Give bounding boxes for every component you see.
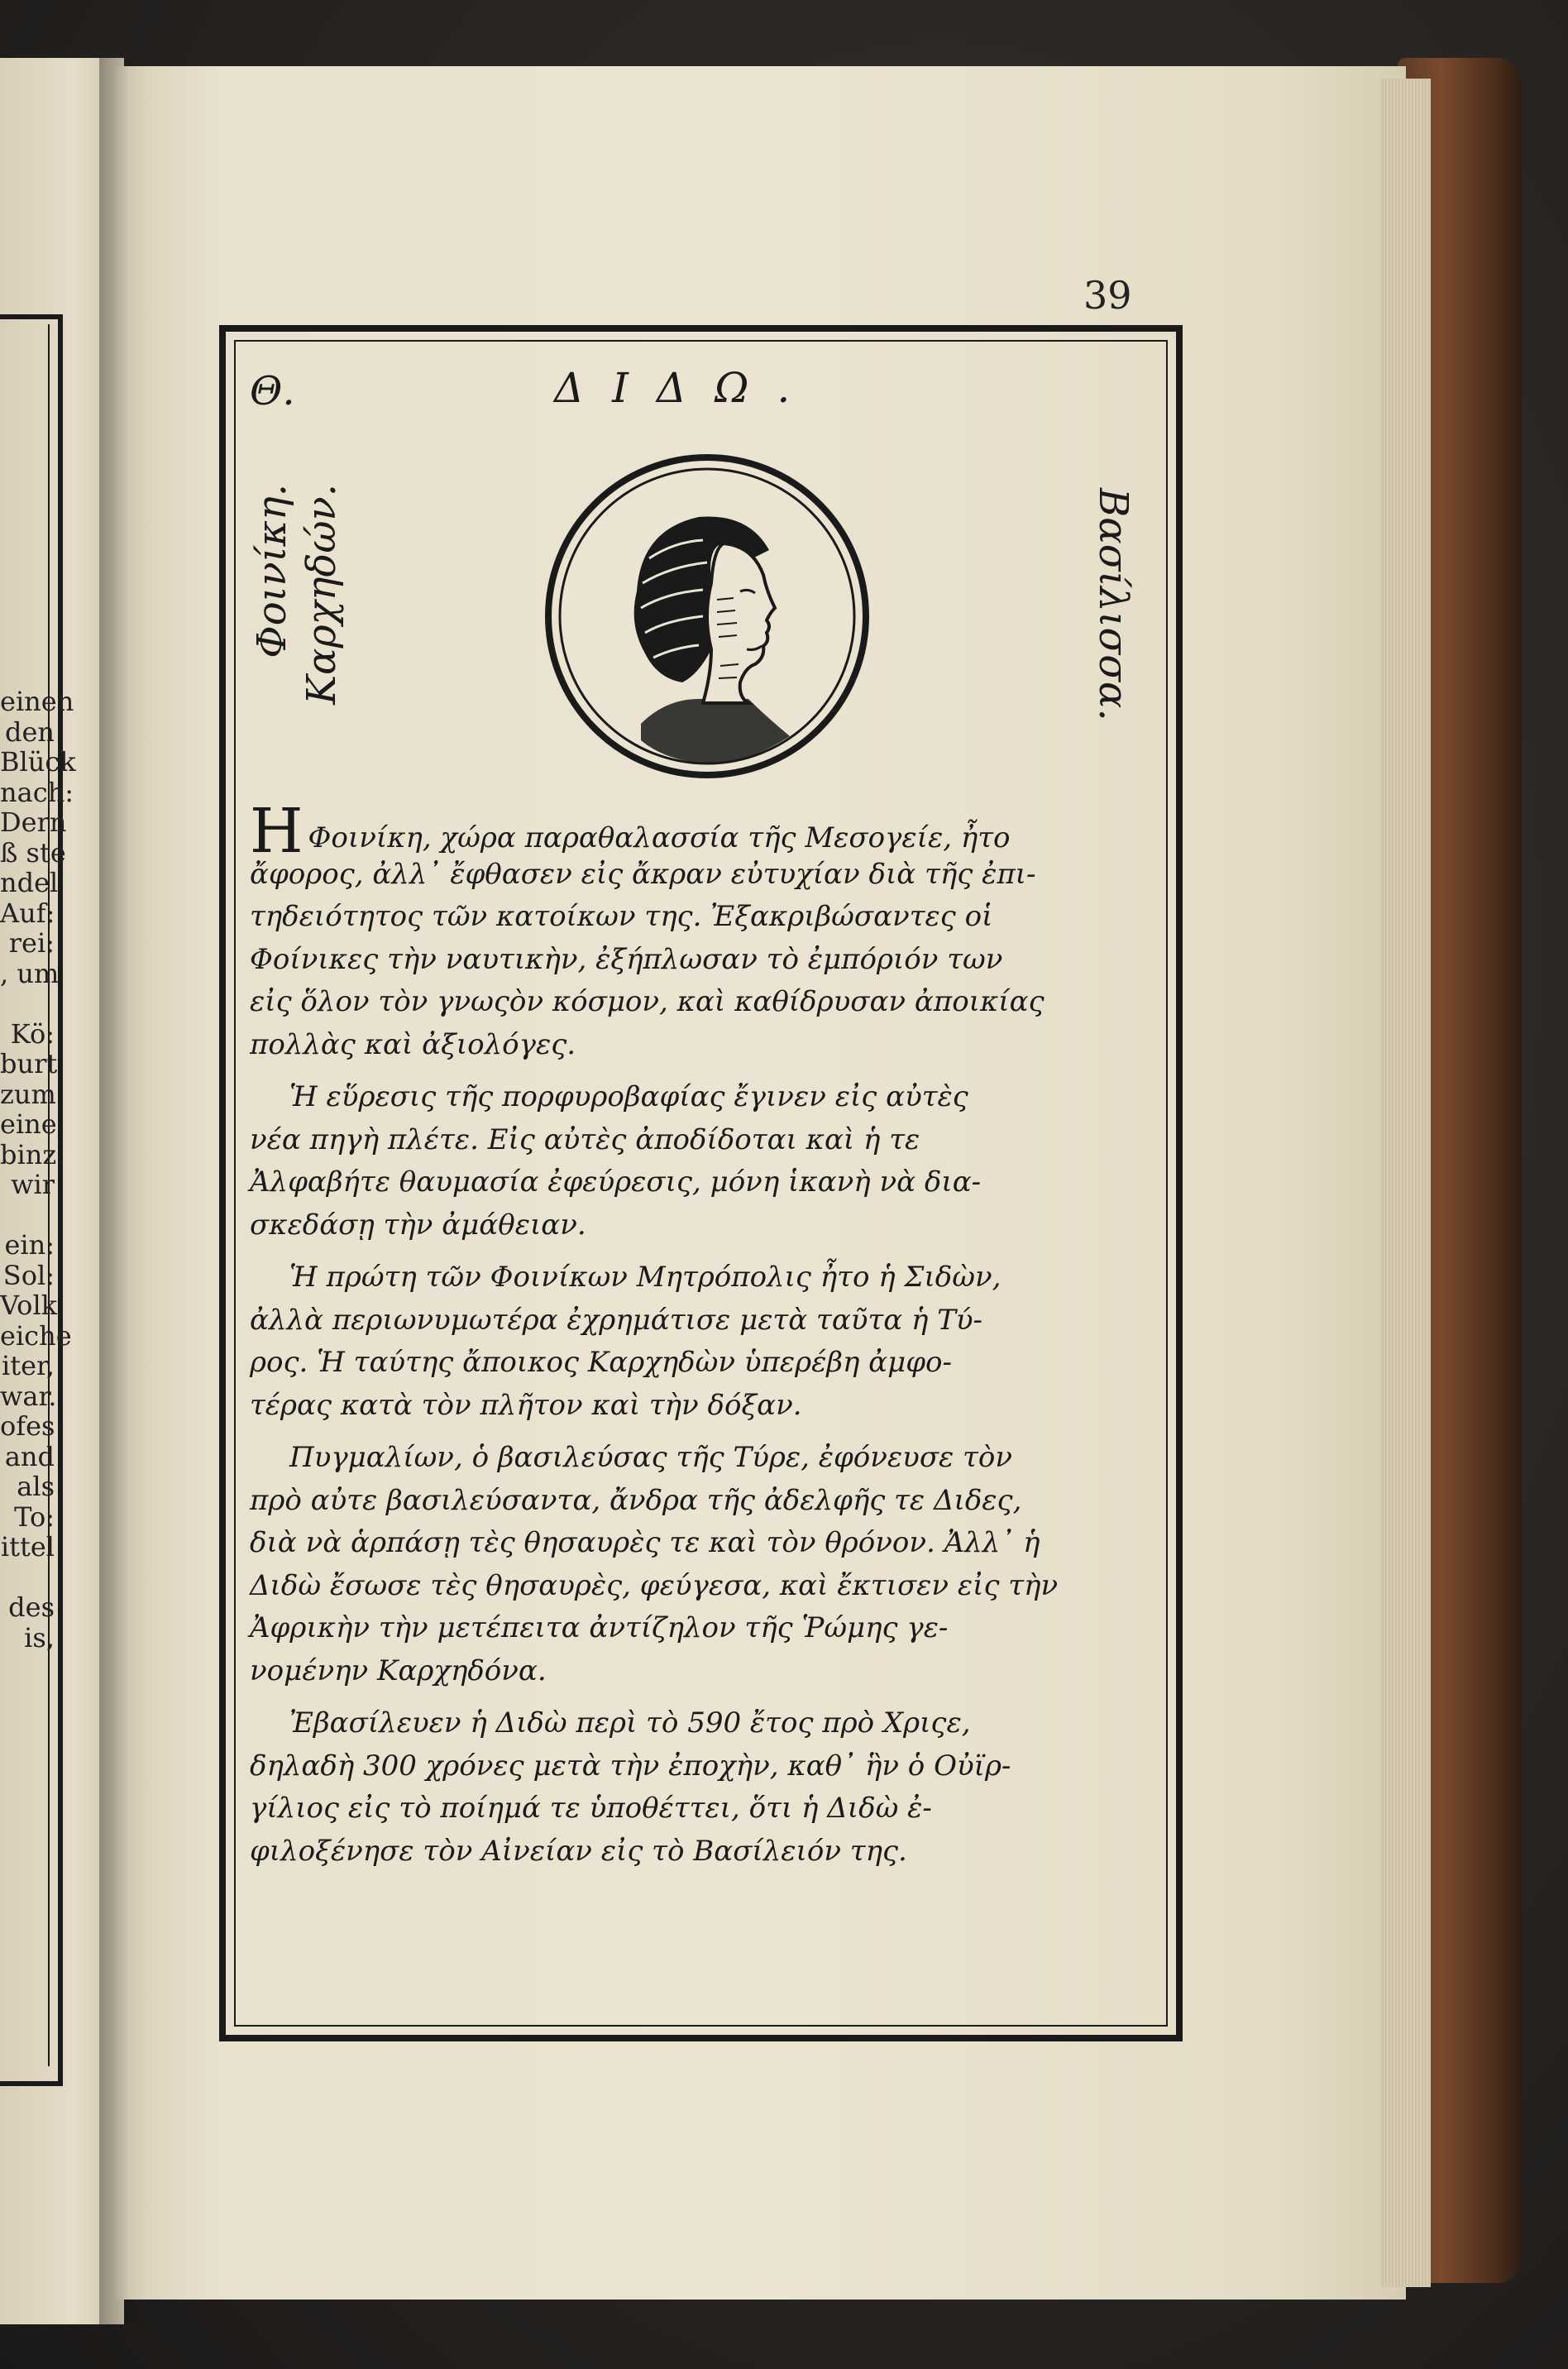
text-line [250,796,1159,867]
text-line: εἰς ὅλον τὸν γνωςὸν κόσμον, καὶ καθίδρυσαν ἀποικίας [250,985,1045,1018]
left-page-fragment: ndel [0,867,59,898]
left-page-fragment: als [17,1471,55,1502]
left-page-fragment: eine [0,1108,57,1140]
text-line: νέα πηγὴ πλέτε. Εἰς αὐτὲς ἀποδίδοται καὶ ἡ τε [250,1122,920,1156]
side-label-right: Βασίλισσα. [1090,488,1136,721]
text-line: φιλοξένησε τὸν Αἰνείαν εἰς τὸ Βασίλειόν της. [250,1834,907,1868]
left-page-fragment: binz. [0,1138,65,1170]
text-line: Ἐβασίλευεν ἡ Διδὼ περὶ τὸ 590 ἔτος πρὸ Χριςε, [289,1706,971,1740]
left-page-fragment: Auf: [0,897,55,929]
left-page-fragment: zum [0,1078,56,1110]
left-page-fragment: Blück [0,746,76,778]
left-page-fragment: ein: [4,1229,55,1261]
left-page-fragment: ittel [0,1531,55,1563]
gutter-shadow [99,58,149,2324]
paragraph [250,1437,1159,1692]
text-line: σκεδάσῃ τὴν ἀμάθειαν. [250,1208,586,1242]
left-page-fragment: nach: [0,776,74,808]
section-numeral: Θ. [250,368,295,414]
page-number: 39 [1083,273,1132,318]
body-text [250,796,1159,1883]
left-page-fragment: des [8,1591,55,1623]
text-line: ρος. Ἡ ταύτης ἄποικος Καρχηδὼν ὑπερέβη ἀμφο- [250,1346,952,1379]
left-page-fragment: ß ste [0,836,66,869]
text-line: πρὸ αὐτε βασιλεύσαντα, ἄνδρα τῆς ἀδελφῆς τε Διδες, [250,1483,1022,1517]
left-page-fragment: and [4,1440,55,1472]
text-line: πολλὰς καὶ ἀξιολόγες. [250,1027,576,1061]
left-page-fragment: iter, [2,1350,55,1381]
left-page-fragment: den [4,715,55,748]
text-line: Διδὼ ἔσωσε τὲς θησαυρὲς, φεύγεσα, καὶ ἔκτισεν εἰς τὴν [250,1568,1059,1602]
left-page-fragment [0,1563,55,1593]
text-line: Ἀφρικὴν τὴν μετέπειτα ἀντίζηλον τῆς Ῥώμης γε- [250,1611,949,1644]
left-page-fragment: rei: [8,927,55,959]
left-page-text [0,686,76,1654]
text-line: τηδειότητος τῶν κατοίκων της. Ἐξακριβώσαντες οἱ [250,900,993,933]
text-line: τέρας κατὰ τὸν πλῆτον καὶ τὴν δόξαν. [250,1388,802,1422]
left-page-fragment: To: [14,1500,55,1533]
left-page-fragment [0,988,55,1019]
left-page-fragment: Sol: [2,1259,55,1291]
left-page-fragment: wir [11,1169,55,1200]
text-line: νομένην Καρχηδόνα. [250,1654,547,1687]
text-line-content: Φοινίκη, χώρα παραθαλασσία τῆς Μεσογείε, ἦτο [308,821,1011,854]
text-line: Φοίνικες τὴν ναυτικὴν, ἐξήπλωσαν τὸ ἐμπόριόν των [250,942,1003,976]
left-page-fragment: Volk [0,1290,58,1321]
left-page-fragment: einen [0,686,74,717]
side-label-left-line-2: Καρχηδών. [299,484,345,705]
page-stack-edge [1381,79,1431,2287]
text-line: διὰ νὰ ἁρπάσῃ τὲς θησαυρὲς τε καὶ τὸν θρόνον. Ἀλλ᾽ ἡ [250,1526,1040,1559]
left-page-fragment: Dern [0,806,67,838]
left-page-fragment: eiche [0,1319,72,1352]
page-title: ΔΙΔΩ. [554,364,819,412]
left-page-fragment: war. [0,1380,57,1412]
side-label-left-line-1: Φοινίκη. [249,484,295,658]
paragraph [250,1256,1159,1427]
left-page-fragment: burt [0,1048,58,1079]
text-line: δηλαδὴ 300 χρόνες μετὰ τὴν ἐποχὴν, καθ᾽ ἣν ὁ Οὐϊρ- [250,1749,1011,1783]
left-page-fragment [0,1200,55,1231]
text-line: γίλιος εἰς τὸ ποίημά τε ὑποθέττει, ὅτι ἡ Διδὼ ἐ- [250,1792,932,1825]
side-label-left [244,484,351,732]
text-line: ἄφορος, ἀλλ᾽ ἔφθασεν εἰς ἄκραν εὐτυχίαν διὰ τῆς ἐπι- [250,857,1036,891]
drop-cap: Η [250,796,304,867]
text-line: ἀλλὰ περιωνυμωτέρα ἐχρημάτισε μετὰ ταῦτα ἡ Τύ- [250,1303,983,1337]
paragraph [250,796,1159,1066]
paragraph [250,1702,1159,1873]
text-line: Ἀλφαβήτε θαυμασία ἐφεύρεσις, μόνη ἱκανὴ νὰ δια- [250,1165,982,1199]
left-page-fragment: is, [24,1621,55,1654]
text-line: Ἡ πρώτη τῶν Φοινίκων Μητρόπολις ἦτο ἡ Σιδὼν, [289,1261,1002,1294]
left-page-fragment: Kö: [10,1017,55,1050]
paragraph [250,1076,1159,1247]
left-page-fragment: ofes: [0,1410,65,1442]
text-line: Ἡ εὕρεσις τῆς πορφυροβαφίας ἔγινεν εἰς αὐτὲς [289,1080,968,1113]
left-page-fragment: , um [0,957,60,989]
coin-portrait-icon [542,451,872,782]
text-line: Πυγμαλίων, ὁ βασιλεύσας τῆς Τύρε, ἐφόνευσε τὸν [289,1441,1013,1474]
